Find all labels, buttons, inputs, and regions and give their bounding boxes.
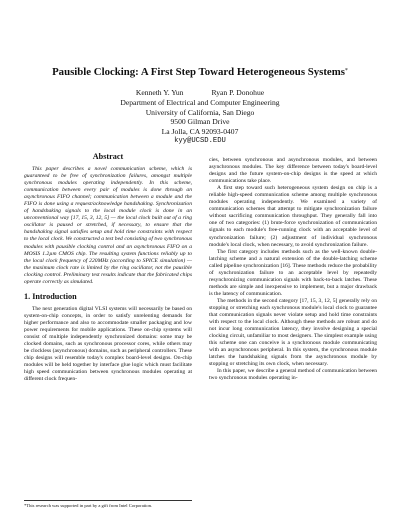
body-paragraph-2: A first step toward such heterogeneous system design on chip is a reliable high-speed communication scheme among multiple synchronous modules operating independently. We examined a variety of communication schemes that attempt to mitigate synchronization failure without sacrificing communication throughput. They generally fall into one of two categories: (1) brute-force synchronization of communication signals to each module's free-running clock with an acceptable level of synchronization failure; (2) adjustment of individual synchronous module's local clock, when necessary, to avoid synchronization failure. xyxy=(209,185,377,248)
body-paragraph-4: The methods in the second category [17, 15, 3, 12, 5] generally rely on stopping or stretching each synchronous module's local clock to guarantee that communication signals never violate setup and hold time constraints with respect to the local clock. Although these methods are robust and do not incur long communication latency, they involve designing a special clocking circuit, unfamiliar to most designers. The simplest example using this scheme one can conceive is a synchronous module communicating with an asynchronous peripheral. In this system, the synchronous module latches the handshaking signals from the asynchronous module by stopping or stretching its own clock, when necessary. xyxy=(209,297,377,368)
author-street: 9500 Gilman Drive xyxy=(170,117,230,127)
left-column xyxy=(24,152,192,383)
title-footnote-mark: * xyxy=(344,68,348,74)
author-name-2: Ryan P. Donohue xyxy=(211,88,265,97)
title-text: Pausible Clocking: A First Step Toward Heterogeneous Systems xyxy=(52,66,345,78)
author-block xyxy=(0,88,400,147)
abstract-text: This paper describes a novel communication scheme, which is guaranteed to be free of synchronization failures, amongst multiple synchronous modules operating independently. In this scheme, communication between every pair of modules is done through an asynchronous FIFO channel; communication between a module and the FIFO is done using a request/acknowledge handshaking. Synchronization of handshaking signals to the local module clock is done in an unconventional way [17, 15, 3, 12, 5] — the local clock built out of a ring oscillator is paused or stretched, if necessary, to ensure that the handshaking signal satisfies setup and hold time constraints with respect to the local clock. We constructed a test bed consisting of two synchronous modules with pausible clocking control and an asynchronous FIFO on a MOSIS 1.2µm CMOS chip. The resulting system functions reliably up to the local clock frequency of 220MHz (according to SPICE simulation) — the maximum clock rate is limited by the ring oscillator, not the pausible clocking control. Preliminary test results indicate that the fabricated chips operate correctly as simulated. xyxy=(24,166,192,285)
paper-title xyxy=(0,66,400,79)
author-department: Department of Electrical and Computer Engineering xyxy=(120,97,280,107)
body-paragraph-1: cies, between synchronous and asynchronous modules, and between asynchronous modules. The key difference between today's board-level designs and the future system-on-chip designs is the speed at which communications take place. xyxy=(209,157,377,185)
author-names xyxy=(0,88,400,98)
author-email: kyy@UCSD.EDU xyxy=(174,136,226,145)
author-university: University of California, San Diego xyxy=(145,107,255,117)
body-paragraph-5: In this paper, we describe a general method of communication between two synchronous modules operating in- xyxy=(209,368,377,382)
author-city: La Jolla, CA 92093-0407 xyxy=(161,127,239,137)
footnote: *This research was supported in part by a gift from Intel Corporation. xyxy=(24,500,192,509)
abstract-heading: Abstract xyxy=(92,152,124,161)
body-paragraph-3: The first category includes methods such as the well-known double-latching scheme and a natural extension of the double-latching scheme called pipeline synchronization [16]. These methods reduce the probability of synchronization failure to an acceptable level by repeatedly resynchronizing communication signals with back-to-back latches. These methods are simple and inexpensive to implement, but a major drawback is the latency of communication. xyxy=(209,248,377,297)
introduction-paragraph-1: The next generation digital VLSI systems will necessarily be based on system-on-chip concepts, in order to satisfy unrelenting demands for higher performance and also to accommodate smaller packaging and low power requirements for mobile applications. These on-chip systems will consist of multiple independently synchronized domains: some may be clocked domains, such as synchronous processor cores, while others may be clockless (asynchronous) domains, such as peripheral controllers. These chip designs will resemble today's complex board-level designs. On-chip modules will be held together by interface glue logic which must facilitate high speed communication between synchronous modules operating at different clock frequen- xyxy=(24,305,192,383)
introduction-heading: 1. Introduction xyxy=(24,291,77,301)
author-name-1: Kenneth Y. Yun xyxy=(135,88,184,97)
right-column xyxy=(209,157,377,383)
